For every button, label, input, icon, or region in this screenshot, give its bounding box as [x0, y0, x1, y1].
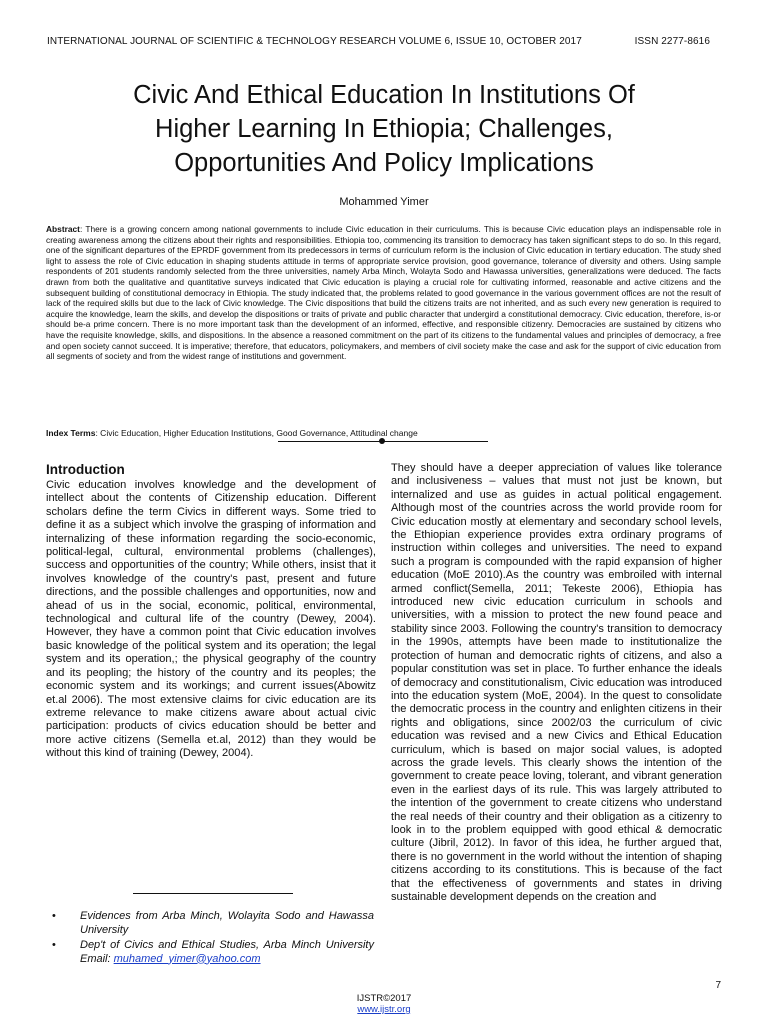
left-column — [46, 462, 376, 761]
page-footer — [0, 993, 768, 1015]
footer-copyright: IJSTR©2017 — [356, 993, 412, 1004]
journal-name: INTERNATIONAL JOURNAL OF SCIENTIFIC & TECHNOLOGY RESEARCH VOLUME 6, ISSUE 10, OCTOBER 2017 — [47, 36, 582, 47]
abstract-label: Abstract — [46, 224, 80, 234]
introduction-continued-paragraph: They should have a deeper appreciation of values like tolerance and inclusiveness – values that must not just be known, but internalized and use as guides in actual political engagement. Although most of the countries across the world provide room for Civic education mostly at elementary and secondary school levels, the Ethiopian experience provides extra ordinary programs of instruction within colleges and universities. The need to expand such a program is compounded with the rapid expansion of higher education (MoE 2010).As the country was embroiled with internal armed conflict(Semella, 2011; Tekeste 2006), Ethiopia has introduced new civic education curriculum in schools and universities, with a mission to protect the new found peace and stability since 2003. Following the country's transition to democracy in the 1990s, attempts have been made to institutionalize the protection of human and democratic rights of citizens, and also a popular constitution was set in place. To further enhance the ideals of democracy and constitutionalism, Civic education was introduced into the education system (MoE, 2004). In the quest to consolidate the democratic process in the country and enlighten citizens in their rights and obligations, since 2002/03 the curriculum of civic education was revised and a new Civics and Ethical Education curriculum, which is based on major social values, is adopted across the grade levels. This clearly shows the intention of the government to create peace loving, tolerant, and vibrant generation even in the earliest days of its rule. This was largely attributed to the intention of the government to create citizens who understand the real needs of their country and their obligation as a citizenry to look in to the problem equipped with good ethical & democratic culture (Jibril, 2012). In favor of this idea, he further argued that, there is no government in the world without the intention of shaping citizens according to its constitutions. This is because of the fact that the effectiveness of governments and states in driving sustainable development depends on the creation and — [391, 462, 722, 903]
running-header — [47, 36, 710, 47]
index-terms-text: : Civic Education, Higher Education Institutions, Good Governance, Attitudinal change — [95, 428, 418, 438]
bullet-icon: • — [52, 939, 56, 951]
abstract — [46, 224, 721, 362]
footnotes — [50, 910, 374, 968]
journal-url-link[interactable]: www.ijstr.org — [357, 1004, 411, 1015]
page-number: 7 — [715, 980, 721, 991]
abstract-text: : There is a growing concern among national governments to include Civic education in their curriculums. This is because Civic education plays an indispensable role in creating awareness among the citizens about their rights and responsibilities. Ethiopia too, commencing its transition to democracy has taken significant steps to do so. In this regard, one of the significant departures of the EPRDF government from its predecessors in terms of curriculum reform is the inclusion of Civic education in tertiary education. The study shed light to assess the role of Civic education in shaping students attitude in terms of appropriate service provision, good governance, tolerance of diversity and others. Using sample respondents of 201 students randomly selected from the three universities, namely Arba Minch, Wolayta Sodo and Hawassa universities, generalizations were deduced. The facts drawn from both the qualitative and quantitative surveys indicated that Civic education is playing a crucial role for cultivating informed, reasonable and active citizens and the subsequent building of constitutional democracy in Ethiopia. The study indicated that, the problems related to good governance in the various government offices are not the result of lack of the required skills but due to the lack of Civic knowledge. The Civic dispositions that build the citizens traits are not inherited, and as such every new generation is required to acquire the knowledge, learn the skills, and develop the dispositions or traits of private and public character that undergird a constitutional democracy. Civic education, therefore, is-or should be-a prime concern. There is no more important task than the development of an informed, effective, and responsible citizenry. Democracies are sustained by citizens who have the requisite knowledge, skills, and dispositions. In the absence a reasoned commitment on the part of its citizens to the fundamental values and principles of democracy, a free and open society cannot succeed. It is imperative; therefore, that educators, policymakers, and members of civil society make the case and ask for the support of civic education from all segments of society and from the widest range of institutions and government. — [46, 224, 721, 362]
footnote-item — [50, 939, 374, 966]
title-line-3: Opportunities And Policy Implications — [174, 149, 594, 177]
introduction-heading: Introduction — [46, 462, 125, 477]
author-name: Mohammed Yimer — [339, 196, 429, 208]
bullet-icon: • — [52, 910, 56, 922]
index-terms — [46, 428, 721, 438]
paper-title — [40, 78, 728, 180]
footnote-item — [50, 910, 374, 937]
footnote-text: Evidences from Arba Minch, Wolayita Sodo and Hawassa University — [80, 910, 374, 936]
author-email-link[interactable]: muhamed_yimer@yahoo.com — [113, 952, 261, 965]
title-line-1: Civic And Ethical Education In Institutions Of — [133, 81, 635, 109]
issn: ISSN 2277-8616 — [634, 36, 710, 47]
footnote-rule — [133, 893, 293, 894]
footnote-affiliation: Dep't of Civics and Ethical Studies, Arba Minch University Email: — [80, 939, 374, 965]
divider-dot — [379, 438, 385, 444]
title-line-2: Higher Learning In Ethiopia; Challenges, — [155, 115, 613, 143]
index-terms-label: Index Terms — [46, 428, 96, 438]
introduction-paragraph: Civic education involves knowledge and the development of intellect about the contents of Citizenship education. Different scholars define the term Civics in different ways. Some tried to define it as a subject which involve the grasping of information and internalizing of these information regarding the socio-economic, political-legal, cultural, environmental problems (challenges), success and opportunities of the country; While others, insist that it involves knowledge of the country's past, present and future directions, and the possible challenges and opportunities, now and ahead of us in the social, economic, political, environmental, technological and cultural life of the country (Dewey, 2004). However, they have a common point that Civic education involves basic knowledge of the political system and its operation; the legal system and its operation,; the physical geography of the country and its peopling; the history of the country and its peoples; the economic system and its workings; and current issues(Abowitz et.al 2006). The most extensive claims for civic education are its extreme relevance to make citizens aware about actual civic participation: products of civics education should be better and more active citizens (Semella et.al, 2012) than they would be without this kind of training (Dewey, 2004). — [46, 479, 376, 760]
right-column — [391, 462, 722, 904]
